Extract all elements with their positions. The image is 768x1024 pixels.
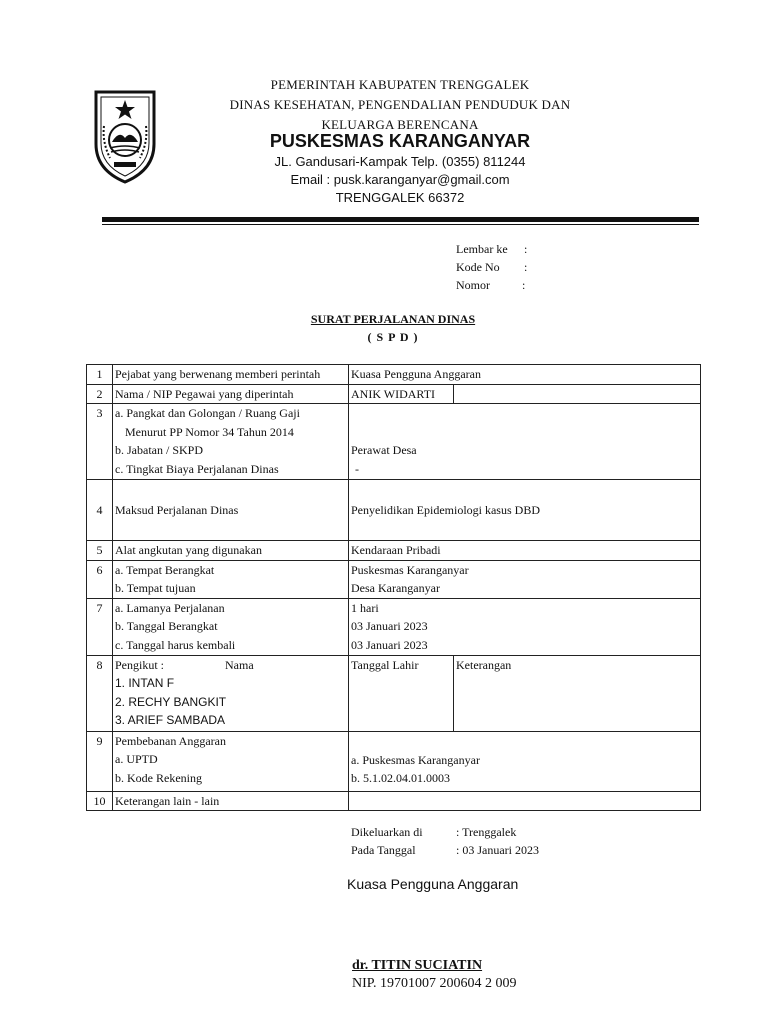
row-value-a: a. Puskesmas Karanganyar xyxy=(351,752,480,767)
row-label: Keterangan lain - lain xyxy=(113,791,349,811)
pengikut-label: Pengikut : xyxy=(115,657,165,672)
row-label-group xyxy=(113,731,349,791)
row-value-a: Puskesmas Karanganyar xyxy=(351,562,469,577)
table-row xyxy=(87,791,701,811)
row-value-b: 03 Januari 2023 xyxy=(351,619,428,633)
row-value xyxy=(349,791,701,811)
row-label-a: a. Tempat Berangkat xyxy=(115,562,215,577)
row-label-c: c. Tanggal harus kembali xyxy=(115,637,236,652)
tanggal-label: Pada Tanggal xyxy=(351,843,416,857)
table-row xyxy=(87,731,701,791)
row-label-a: a. UPTD xyxy=(115,752,158,766)
header-email: Email : pusk.karanganyar@gmail.com xyxy=(290,172,510,187)
row-label: Pembebanan Anggaran xyxy=(115,733,226,748)
kode-colon: : xyxy=(524,260,528,274)
nomor-colon: : xyxy=(522,278,526,292)
table-row xyxy=(87,655,701,731)
row-number: 8 xyxy=(87,655,113,731)
row-label-b: b. Tanggal Berangkat xyxy=(115,619,218,633)
header-city: TRENGGALEK 66372 xyxy=(335,190,465,205)
row-number: 10 xyxy=(87,791,113,811)
row-label-group xyxy=(113,655,349,731)
follower-3: 3. ARIEF SAMBADA xyxy=(115,713,226,727)
table-row xyxy=(87,384,701,404)
header-address: JL. Gandusari-Kampak Telp. (0355) 811244 xyxy=(274,154,526,169)
dikeluarkan-label: Dikeluarkan di xyxy=(351,825,423,839)
signer-name: dr. TITIN SUCIATIN xyxy=(352,958,483,973)
row-number: 6 xyxy=(87,560,113,598)
row-label-a: a. Pangkat dan Golongan / Ruang Gaji xyxy=(115,406,300,420)
follower-2: 2. RECHY BANGKIT xyxy=(115,694,227,709)
kabupaten-trenggalek-emblem xyxy=(90,86,160,184)
row-value-b: b. 5.1.02.04.01.0003 xyxy=(351,771,450,785)
row-value-b: Desa Karanganyar xyxy=(351,581,440,595)
row-label: Pejabat yang berwenang memberi perintah xyxy=(113,365,349,385)
header-line-1: PEMERINTAH KABUPATEN TRENGGALEK xyxy=(270,77,530,92)
row-value: Kuasa Pengguna Anggaran xyxy=(349,365,701,385)
row-value-group xyxy=(349,598,701,655)
tanggal-value: : 03 Januari 2023 xyxy=(456,843,539,857)
row-label-b: b. Kode Rekening xyxy=(115,770,202,785)
row-value-b: Perawat Desa xyxy=(351,443,417,457)
row-value: ANIK WIDARTI xyxy=(349,384,454,404)
row-value-group xyxy=(349,731,701,791)
nama-label: Nama xyxy=(225,657,254,672)
row-value: Kendaraan Pribadi xyxy=(349,541,701,561)
row-label-group xyxy=(113,560,349,598)
row-label-c: c. Tingkat Biaya Perjalanan Dinas xyxy=(115,461,279,476)
signer-nip: NIP. 19701007 200604 2 009 xyxy=(352,976,517,991)
row-label: Alat angkutan yang digunakan xyxy=(113,541,349,561)
row-value-group xyxy=(349,404,701,480)
follower-1: 1. INTAN F xyxy=(115,676,175,690)
row-number: 2 xyxy=(87,384,113,404)
table-row xyxy=(87,480,701,541)
row-value-a: 1 hari xyxy=(351,600,379,615)
row-number: 4 xyxy=(87,480,113,541)
row-value: Penyelidikan Epidemiologi kasus DBD xyxy=(349,480,701,541)
doc-subtitle: ( S P D ) xyxy=(367,330,419,344)
spd-table xyxy=(86,364,701,811)
row-label-group xyxy=(113,404,349,480)
header-line-3: KELUARGA BERENCANA xyxy=(321,117,479,132)
row-number: 7 xyxy=(87,598,113,655)
row-label: Maksud Perjalanan Dinas xyxy=(113,480,349,541)
keterangan-header: Keterangan xyxy=(454,655,701,731)
table-row xyxy=(87,365,701,385)
tanggal-lahir-header: Tanggal Lahir xyxy=(349,655,454,731)
row-label: Nama / NIP Pegawai yang diperintah xyxy=(113,384,349,404)
table-row xyxy=(87,541,701,561)
header-divider-thick xyxy=(102,217,699,222)
table-row xyxy=(87,598,701,655)
row-label-b: b. Tempat tujuan xyxy=(115,581,196,595)
row-label-group xyxy=(113,598,349,655)
row-number: 5 xyxy=(87,541,113,561)
row-number: 3 xyxy=(87,404,113,480)
row-value-c: - xyxy=(355,461,359,476)
row-value-c: 03 Januari 2023 xyxy=(351,637,428,652)
row-number: 1 xyxy=(87,365,113,385)
table-row xyxy=(87,404,701,480)
header-title: PUSKESMAS KARANGANYAR xyxy=(269,131,531,151)
row-number: 9 xyxy=(87,731,113,791)
doc-title: SURAT PERJALANAN DINAS xyxy=(310,312,476,326)
row-value-empty xyxy=(454,384,701,404)
table-row xyxy=(87,560,701,598)
kode-label: Kode No xyxy=(456,260,500,274)
dikeluarkan-value: : Trenggalek xyxy=(456,825,517,839)
lembar-label: Lembar ke xyxy=(456,242,508,256)
signer-role: Kuasa Pengguna Anggaran xyxy=(347,876,519,892)
row-label-a: a. Lamanya Perjalanan xyxy=(115,600,225,615)
lembar-colon: : xyxy=(524,242,528,256)
nomor-label: Nomor xyxy=(456,278,490,292)
row-label-a2: Menurut PP Nomor 34 Tahun 2014 xyxy=(125,424,294,439)
header-line-2: DINAS KESEHATAN, PENGENDALIAN PENDUDUK DAN xyxy=(229,97,571,112)
row-label-b: b. Jabatan / SKPD xyxy=(115,443,203,457)
header-divider-thin xyxy=(102,224,699,225)
row-value-group xyxy=(349,560,701,598)
